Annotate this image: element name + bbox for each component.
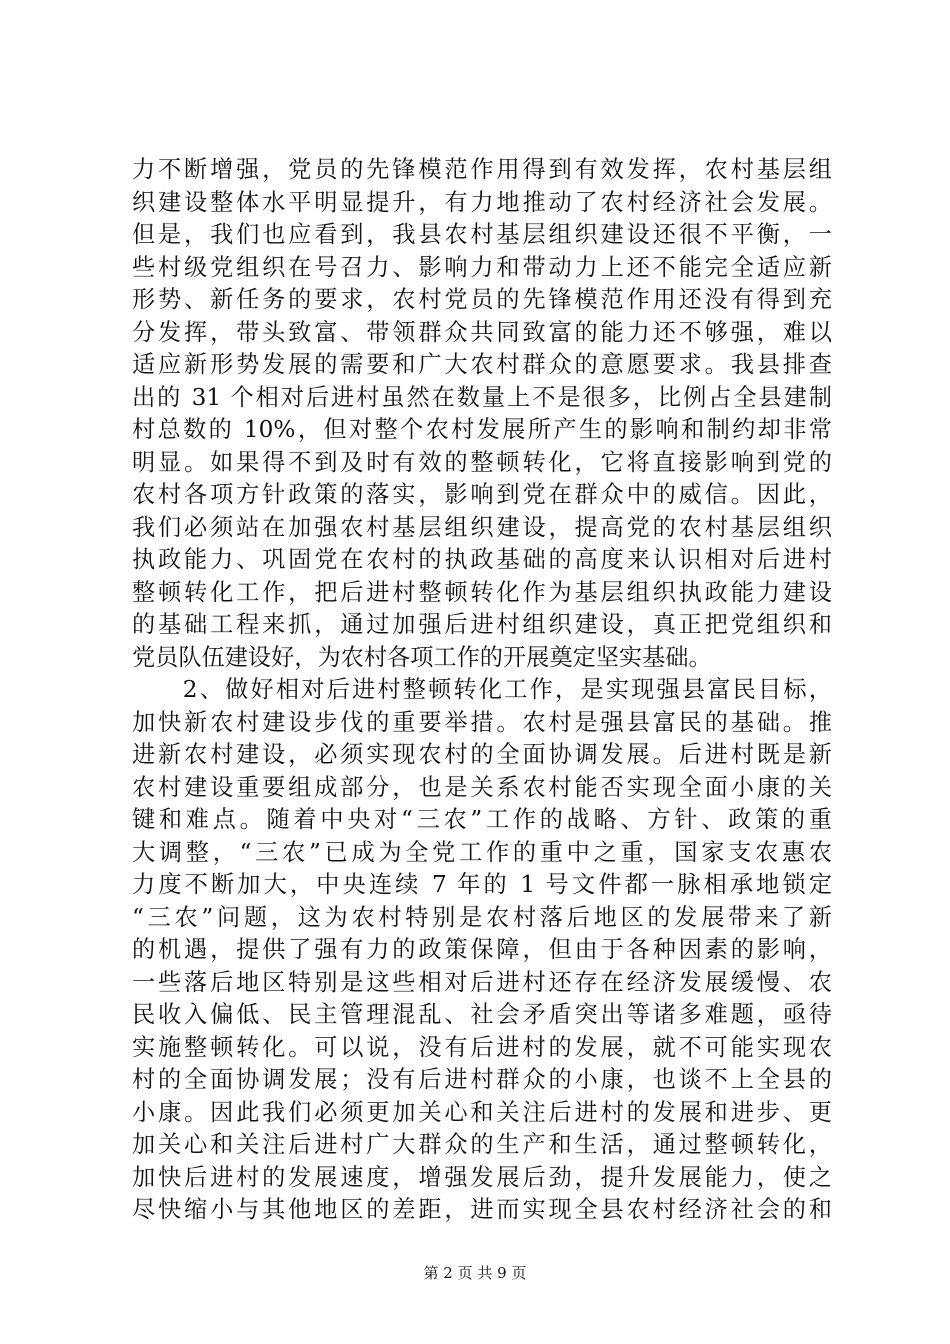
body-line-10: 明显。如果得不到及时有效的整顿转化，它将直接影响到党的 bbox=[132, 448, 832, 476]
body-line-4: 些村级党组织在号召力、影响力和带动力上还不能完全适应新 bbox=[132, 253, 832, 281]
body-line-15: 的基础工程来抓，通过加强后进村组织建设，真正把党组织和 bbox=[132, 611, 832, 638]
body-line-14: 整顿转化工作，把后进村整顿转化作为基层组织执政能力建设 bbox=[132, 578, 832, 606]
body-line-13: 执政能力、巩固党在农村的执政基础的高度来认识相对后进村 bbox=[132, 546, 832, 573]
body-line-7: 适应新形势发展的需要和广大农村群众的意愿要求。我县排查 bbox=[132, 351, 832, 378]
body-line-9: 村总数的 10%，但对整个农村发展所产生的影响和制约却非常 bbox=[132, 416, 832, 443]
body-line-2: 织建设整体水平明显提升，有力地推动了农村经济社会发展。 bbox=[132, 188, 832, 216]
body-line-1: 力不断增强，党员的先锋模范作用得到有效发挥，农村基层组 bbox=[132, 156, 832, 183]
body-line-18: 加快新农村建设步伐的重要举措。农村是强县富民的基础。推 bbox=[132, 708, 832, 736]
body-line-27: 民收入偏低、民主管理混乱、社会矛盾突出等诸多难题，亟待 bbox=[132, 1001, 832, 1028]
document-body bbox=[132, 154, 832, 1227]
page-number-footer: 第 2 页 共 9 页 bbox=[423, 1264, 527, 1282]
body-line-29: 村的全面协调发展；没有后进村群众的小康，也谈不上全县的 bbox=[132, 1066, 832, 1093]
body-line-23: 力度不断加大，中央连续 7 年的 1 号文件都一脉相承地锁定 bbox=[132, 871, 832, 898]
body-line-11: 农村各项方针政策的落实，影响到党在群众中的威信。因此， bbox=[132, 481, 832, 508]
body-line-22: 大调整，“三农”已成为全党工作的重中之重，国家支农惠农 bbox=[132, 838, 832, 866]
body-line-20: 农村建设重要组成部分，也是关系农村能否实现全面小康的关 bbox=[132, 773, 832, 801]
body-line-26: 一些落后地区特别是这些相对后进村还存在经济发展缓慢、农 bbox=[132, 968, 832, 996]
body-line-19: 进新农村建设，必须实现农村的全面协调发展。后进村既是新 bbox=[132, 741, 832, 768]
body-line-25: 的机遇，提供了强有力的政策保障，但由于各种因素的影响， bbox=[132, 936, 832, 963]
body-line-16: 党员队伍建设好，为农村各项工作的开展奠定坚实基础。 bbox=[132, 643, 712, 671]
body-line-21: 键和难点。随着中央对“三农”工作的战略、方针、政策的重 bbox=[132, 806, 832, 833]
body-line-28: 实施整顿转化。可以说，没有后进村的发展，就不可能实现农 bbox=[132, 1033, 832, 1061]
body-line-17: 2、做好相对后进村整顿转化工作，是实现强县富民目标， bbox=[132, 676, 832, 703]
body-line-32: 加快后进村的发展速度，增强发展后劲，提升发展能力，使之 bbox=[132, 1163, 832, 1191]
body-line-24: “三农”问题，这为农村特别是农村落后地区的发展带来了新 bbox=[132, 903, 832, 931]
body-line-5: 形势、新任务的要求，农村党员的先锋模范作用还没有得到充 bbox=[132, 286, 832, 313]
body-line-3: 但是，我们也应看到，我县农村基层组织建设还很不平衡，一 bbox=[132, 221, 832, 248]
body-line-30: 小康。因此我们必须更加关心和关注后进村的发展和进步、更 bbox=[132, 1098, 832, 1126]
body-line-6: 分发挥，带头致富、带领群众共同致富的能力还不够强，难以 bbox=[132, 318, 832, 346]
body-line-33: 尽快缩小与其他地区的差距，进而实现全县农村经济社会的和 bbox=[132, 1196, 832, 1223]
body-line-31: 加关心和关注后进村广大群众的生产和生活，通过整顿转化， bbox=[132, 1131, 832, 1158]
body-line-8: 出的 31 个相对后进村虽然在数量上不是很多，比例占全县建制 bbox=[132, 383, 832, 411]
body-line-12: 我们必须站在加强农村基层组织建设，提高党的农村基层组织 bbox=[132, 513, 832, 541]
